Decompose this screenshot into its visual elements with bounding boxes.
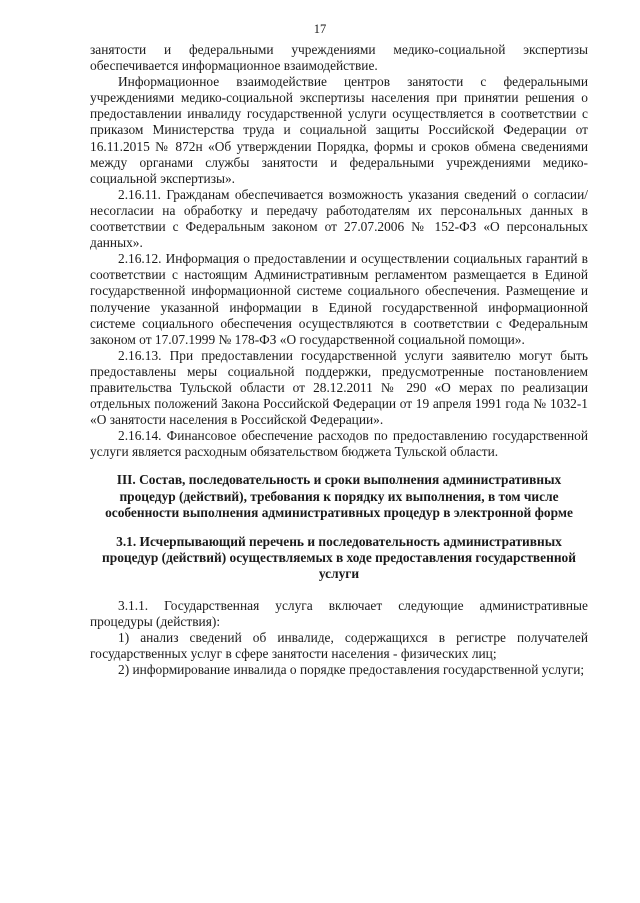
section-heading: III. Состав, последовательность и сроки выполнения административных процедур (действий), требования к порядку их выполнения, в том числе особенности выполнения административных процедур в электронной форме [105,472,573,520]
list-item-2: 2) информирование инвалида о порядке предоставления государственной услуги; [118,662,585,678]
paragraph-2-16-11: 2.16.11. Гражданам обеспечивается возможность указания сведений о согласии/несогласии на обработку и передачу работодателям их персональных данных в соответствии с Федеральным законом от 27.07.2006 № 152-ФЗ «О персональных данных». [90,186,588,251]
page-number: 17 [313,22,327,36]
paragraph-2-16-14: 2.16.14. Финансовое обеспечение расходов по предоставлению государственной услуги является расходным обязательством бюджета Тульской области. [90,428,588,460]
subsection-heading: 3.1. Исчерпывающий перечень и последовательность административных процедур (действий) осуществляемых в ходе предоставления государственной услуги [102,533,576,581]
paragraph-3-1-1: 3.1.1. Государственная услуга включает следующие административные процедуры (действия): [90,598,588,630]
document-body [90,42,588,678]
paragraph-2-16-12: 2.16.12. Информация о предоставлении и осуществлении социальных гарантий в соответствии с настоящим Административным регламентом размещается в Единой государственной информационной системе социального обеспечения. Размещение и получение указанной информации в Единой государственной информационной системе социального обеспечения осуществляются в соответствии с Федеральным законом от 17.07.1999 № 178-ФЗ «О государственной социальной помощи». [90,251,588,347]
paragraph-2-16-13: 2.16.13. При предоставлении государственной услуги заявителю могут быть предоставлены меры социальной поддержки, предусмотренные постановлением правительства Тульской области от 28.12.2011 № 290 «О мерах по реализации отдельных положений Закона Российской Федерации от 19 апреля 1991 года № 1032-1 «О занятости населения в Российской Федерации». [90,347,588,428]
paragraph-info-exchange: Информационное взаимодействие центров занятости с федеральными учреждениями медико-социальной экспертизы населения при принятии решения о предоставлении инвалиду государственной услуги осуществляется в соответствии с приказом Министерства труда и социальной защиты Российской Федерации от 16.11.2015 № 872н «Об утверждении Порядка, формы и сроков обмена сведениями между органами службы занятости и федеральными учреждениями медико-социальной экспертизы». [90,74,588,186]
paragraph-continuation: занятости и федеральными учреждениями медико-социальной экспертизы обеспечивается информационное взаимодействие. [90,42,588,74]
list-item-1: 1) анализ сведений об инвалиде, содержащихся в регистре получателей государственных услуг в сфере занятости населения - физических лиц; [90,630,588,662]
